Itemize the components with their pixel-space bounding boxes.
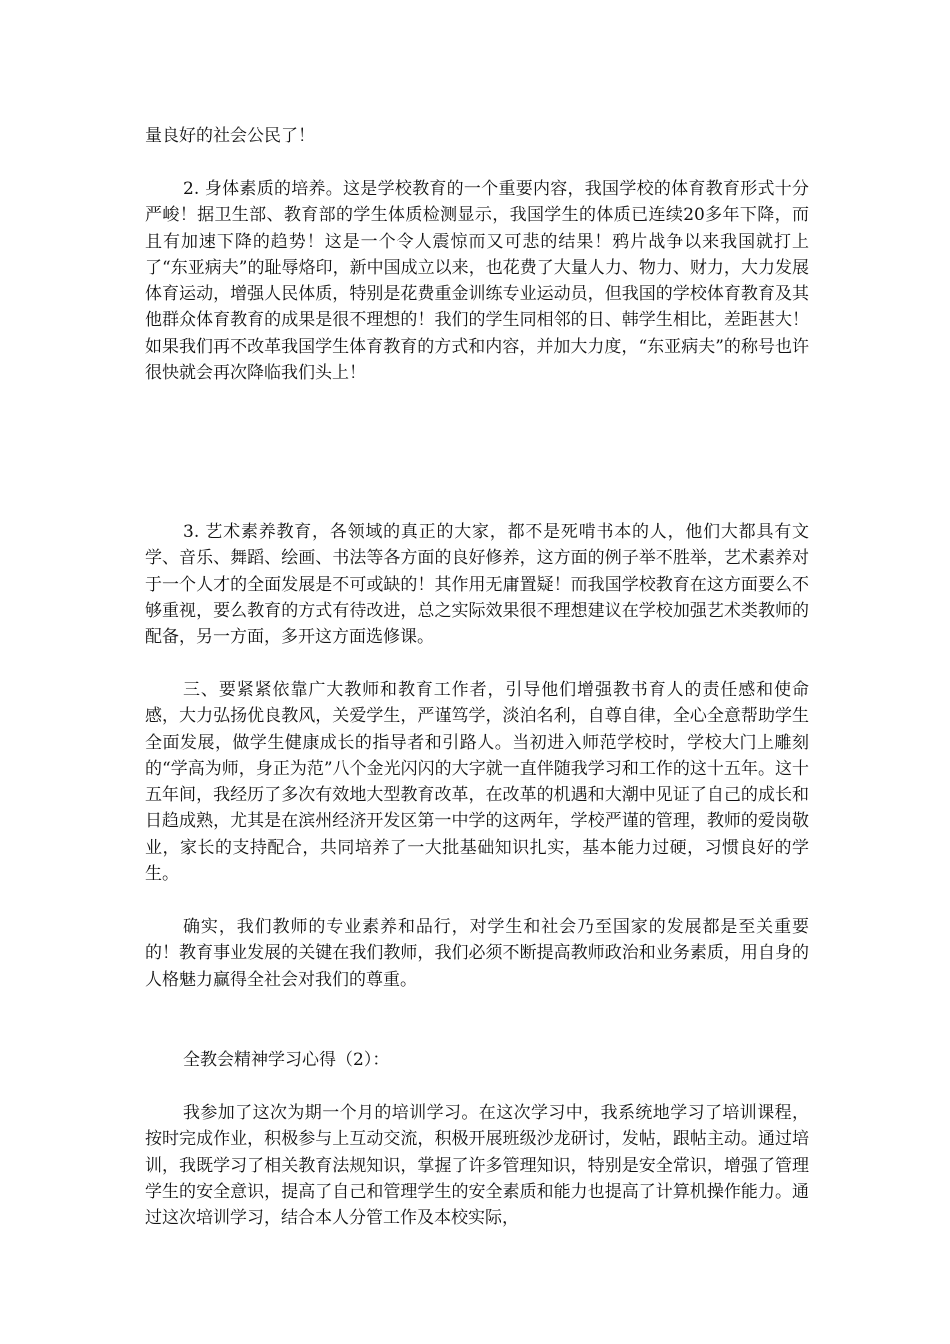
paragraph-art-education: 3. 艺术素养教育，各领域的真正的大家，都不是死啃书本的人，他们大都具有文学、音乐、舞蹈、绘画、书法等各方面的良好修养，这方面的例子举不胜举，艺术素养对于一个人才的全面发展是不可或缺的！其作用无庸置疑！而我国学校教育在这方面要么不够重视，要么教育的方式有待改进，总之实际效果很不理想建议在学校加强艺术类教师的配备，另一方面，多开这方面选修课。: [145, 522, 809, 648]
paragraph-continuation: 量良好的社会公民了！: [145, 126, 315, 146]
paragraph-teachers: 三、要紧紧依靠广大教师和教育工作者，引导他们增强教书育人的责任感和使命感，大力弘扬优良教风，关爱学生，严谨笃学，淡泊名利，自尊自律，全心全意帮助学生全面发展，做学生健康成长的指导者和引路人。当初进入师范学校时，学校大门上雕刻的“学高为师，身正为范”八个金光闪闪的大字就一直伴随我学习和工作的这十五年。这十五年间，我经历了多次有效地大型教育改革，在改革的机遇和大潮中见证了自己的成长和日趋成熟，尤其是在滨州经济开发区第一中学的这两年，学校严谨的管理，教师的爱岗敬业，家长的支持配合，共同培养了一大批基础知识扎实，基本能力过硬，习惯良好的学生。: [145, 680, 809, 885]
section-heading: 全教会精神学习心得（2）：: [183, 1050, 390, 1070]
paragraph-physical-quality: 2. 身体素质的培养。这是学校教育的一个重要内容，我国学校的体育教育形式十分严峻！据卫生部、教育部的学生体质检测显示，我国学生的体质已连续20多年下降，而且有加速下降的趋势！这是一个令人震惊而又可悲的结果！鸦片战争以来我国就打上了“东亚病夫”的耻辱烙印，新中国成立以来，也花费了大量人力、物力、财力，大力发展体育运动，增强人民体质，特别是花费重金训练专业运动员，但我国的学校体育教育及其他群众体育教育的成果是很不理想的！我们的学生同相邻的日、韩学生相比，差距甚大！如果我们再不改革我国学生体育教育的方式和内容，并加大力度，“东亚病夫”的称号也许很快就会再次降临我们头上！: [145, 179, 809, 384]
paragraph-conclusion: 确实，我们教师的专业素养和品行，对学生和社会乃至国家的发展都是至关重要的！教育事业发展的关键在我们教师，我们必须不断提高教师政治和业务素质，用自身的人格魅力赢得全社会对我们的尊重。: [145, 917, 809, 990]
paragraph-training: 我参加了这次为期一个月的培训学习。在这次学习中，我系统地学习了培训课程，按时完成作业，积极参与上互动交流，积极开展班级沙龙研讨，发帖，跟帖主动。通过培训，我既学习了相关教育法规知识，掌握了许多管理知识，特别是安全常识，增强了管理学生的安全意识，提高了自己和管理学生的安全素质和能力也提高了计算机操作能力。通过这次培训学习，结合本人分管工作及本校实际，: [145, 1103, 809, 1229]
